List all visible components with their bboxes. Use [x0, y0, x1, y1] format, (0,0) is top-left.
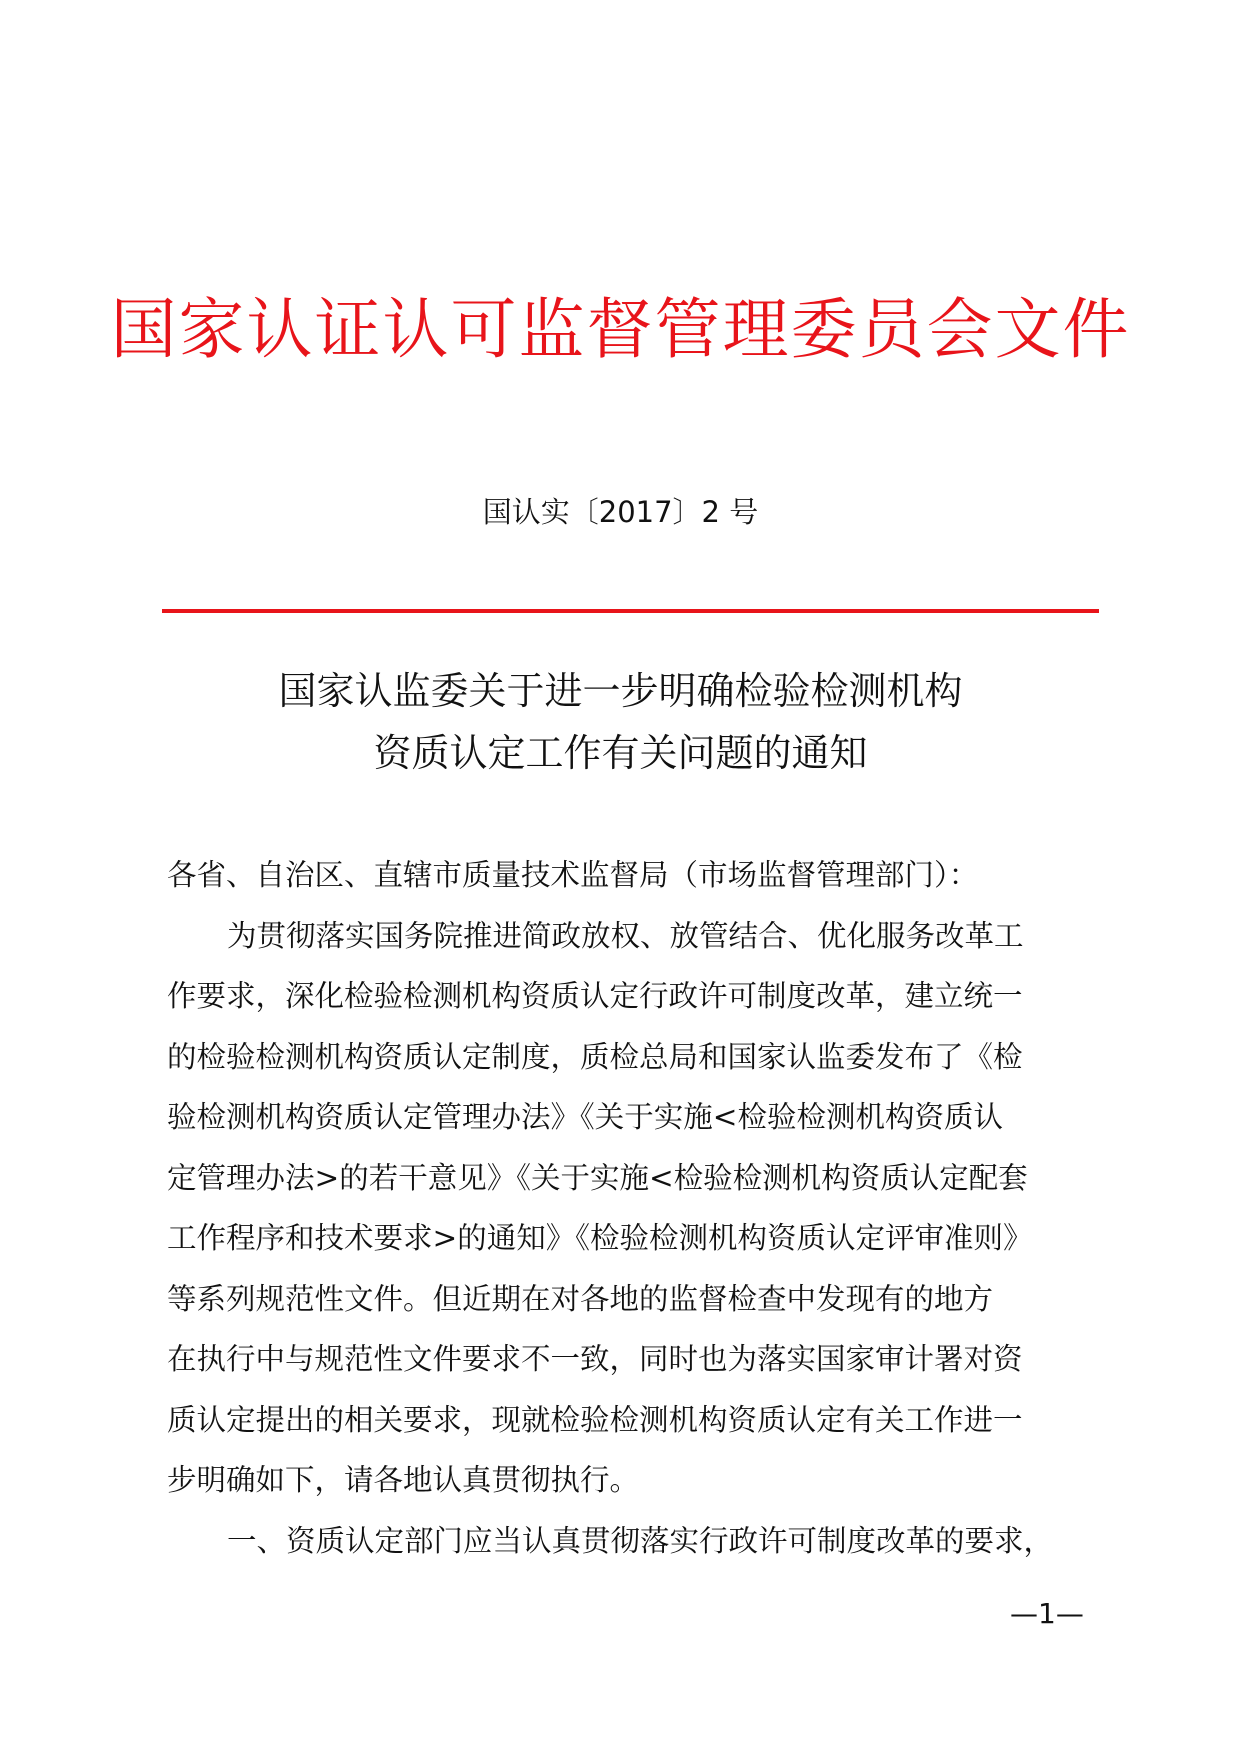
title-line-1: 国家认监委关于进一步明确检验检测机构	[278, 669, 963, 713]
paragraph-line: 的检验检测机构资质认定制度，质检总局和国家认监委发布了《检	[167, 1039, 1023, 1074]
paragraph-line: 验检测机构资质认定管理办法》《关于实施<检验检测机构资质认	[167, 1100, 1003, 1134]
title-line-2: 资质认定工作有关问题的通知	[373, 731, 868, 775]
paragraph-line: 定管理办法>的若干意见》《关于实施<检验检测机构资质认定配套	[167, 1160, 1028, 1195]
document-body	[167, 845, 1097, 1571]
paragraph-2-line: 一、资质认定部门应当认真贯彻落实行政许可制度改革的要求，	[227, 1523, 1054, 1558]
issuer-header-title: 国家认证认可监督管理委员会文件	[110, 291, 1131, 368]
paragraph-line: 为贯彻落实国务院推进简政放权、放管结合、优化服务改革工	[227, 918, 1024, 953]
paragraph-line: 质认定提出的相关要求，现就检验检测机构资质认定有关工作进一	[167, 1402, 1023, 1437]
red-divider-line	[162, 609, 1099, 613]
document-title	[0, 660, 1241, 784]
salutation: 各省、自治区、直辖市质量技术监督局（市场监督管理部门）：	[167, 858, 979, 892]
paragraph-line: 步明确如下，请各地认真贯彻执行。	[167, 1463, 640, 1497]
page-number: —1—	[1010, 1597, 1084, 1630]
document-number: 国认实〔2017〕2 号	[482, 495, 759, 529]
paragraph-1	[167, 906, 1097, 1511]
paragraph-line: 工作程序和技术要求>的通知》《检验检测机构资质认定评审准则》	[167, 1221, 1033, 1255]
paragraph-line: 等系列规范性文件。但近期在对各地的监督检查中发现有的地方	[167, 1281, 994, 1316]
paragraph-line: 作要求，深化检验检测机构资质认定行政许可制度改革，建立统一	[167, 979, 1023, 1013]
paragraph-line: 在执行中与规范性文件要求不一致，同时也为落实国家审计署对资	[167, 1342, 1023, 1376]
